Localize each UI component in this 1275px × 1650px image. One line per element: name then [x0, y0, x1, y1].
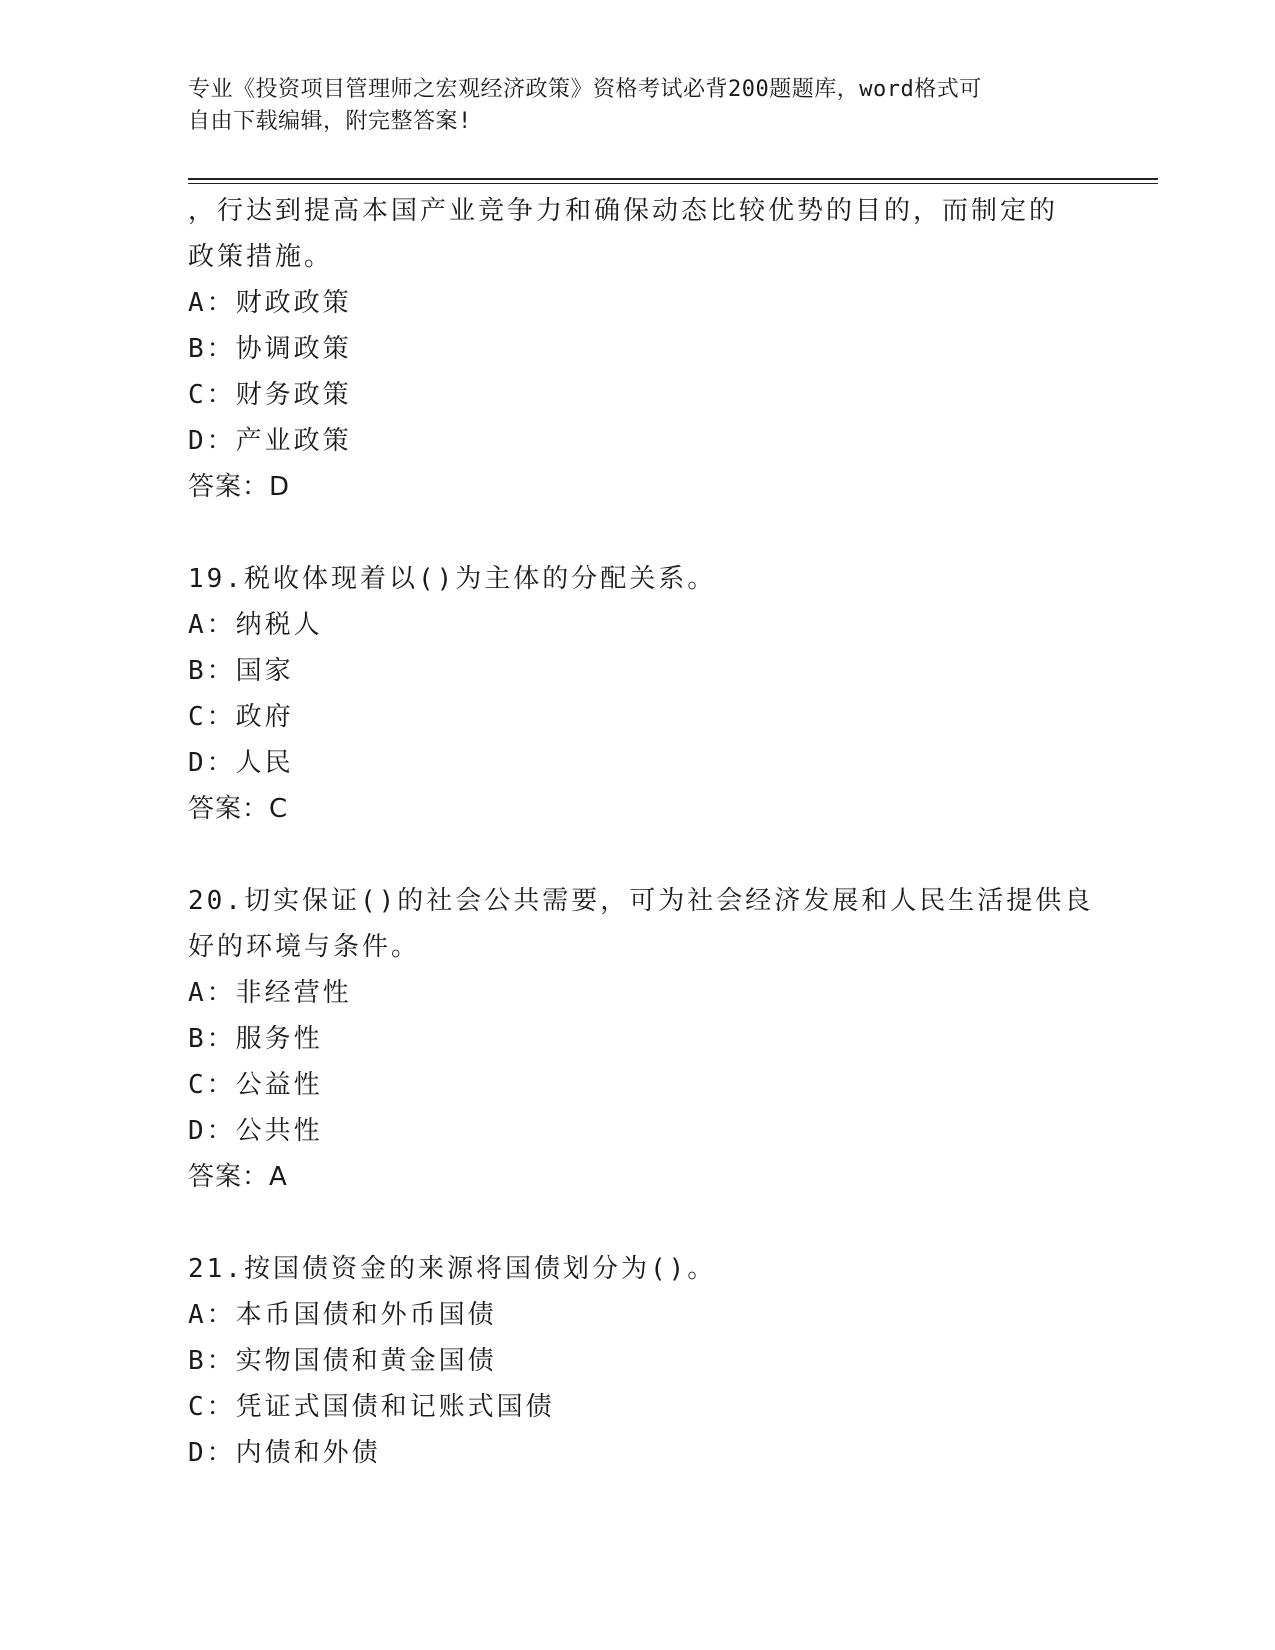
- question-21: [188, 1246, 1088, 1476]
- question-text-line: 政策措施。: [188, 242, 334, 272]
- question-spacer: [188, 1200, 1088, 1246]
- answer-line: 答案：A: [188, 1162, 288, 1192]
- option-a: A：非经营性: [188, 978, 352, 1008]
- option-c: C：公益性: [188, 1070, 323, 1100]
- option-c: C：政府: [188, 702, 294, 732]
- document-header: [188, 74, 1088, 138]
- question-20: [188, 878, 1094, 1200]
- answer-line: 答案：C: [188, 794, 289, 824]
- question-19: [188, 556, 1088, 832]
- question-spacer: [188, 832, 1088, 878]
- question-list: [188, 188, 1094, 1476]
- option-b: B：国家: [188, 656, 294, 686]
- option-a: A：本币国债和外币国债: [188, 1300, 497, 1330]
- header-divider-thin: [188, 183, 1158, 184]
- option-d: D：产业政策: [188, 426, 352, 456]
- question-text-line: ，行达到提高本国产业竞争力和确保动态比较优势的目的，而制定的: [188, 196, 1059, 226]
- option-c: C：凭证式国债和记账式国债: [188, 1392, 555, 1422]
- option-a: A：纳税人: [188, 610, 323, 640]
- option-d: D：人民: [188, 748, 294, 778]
- header-title-line-1: 专业《投资项目管理师之宏观经济政策》资格考试必背200题题库，word格式可: [188, 77, 982, 102]
- question-text-line: 21.按国债资金的来源将国债划分为()。: [188, 1254, 717, 1284]
- header-title-line-2: 自由下载编辑，附完整答案!: [188, 109, 472, 134]
- option-c: C：财务政策: [188, 380, 352, 410]
- option-b: B：协调政策: [188, 334, 352, 364]
- question-text-line: 好的环境与条件。: [188, 932, 421, 962]
- header-divider-thick: [188, 178, 1158, 180]
- option-d: D：公共性: [188, 1116, 323, 1146]
- question-text-line: 20.切实保证()的社会公共需要，可为社会经济发展和人民生活提供良: [188, 886, 1094, 916]
- option-b: B：实物国债和黄金国债: [188, 1346, 497, 1376]
- question-text-line: 19.税收体现着以()为主体的分配关系。: [188, 564, 717, 594]
- question-spacer: [188, 510, 1088, 556]
- option-d: D：内债和外债: [188, 1438, 381, 1468]
- option-b: B：服务性: [188, 1024, 323, 1054]
- option-a: A：财政政策: [188, 288, 352, 318]
- question-18: [188, 188, 1088, 510]
- answer-line: 答案：D: [188, 472, 291, 502]
